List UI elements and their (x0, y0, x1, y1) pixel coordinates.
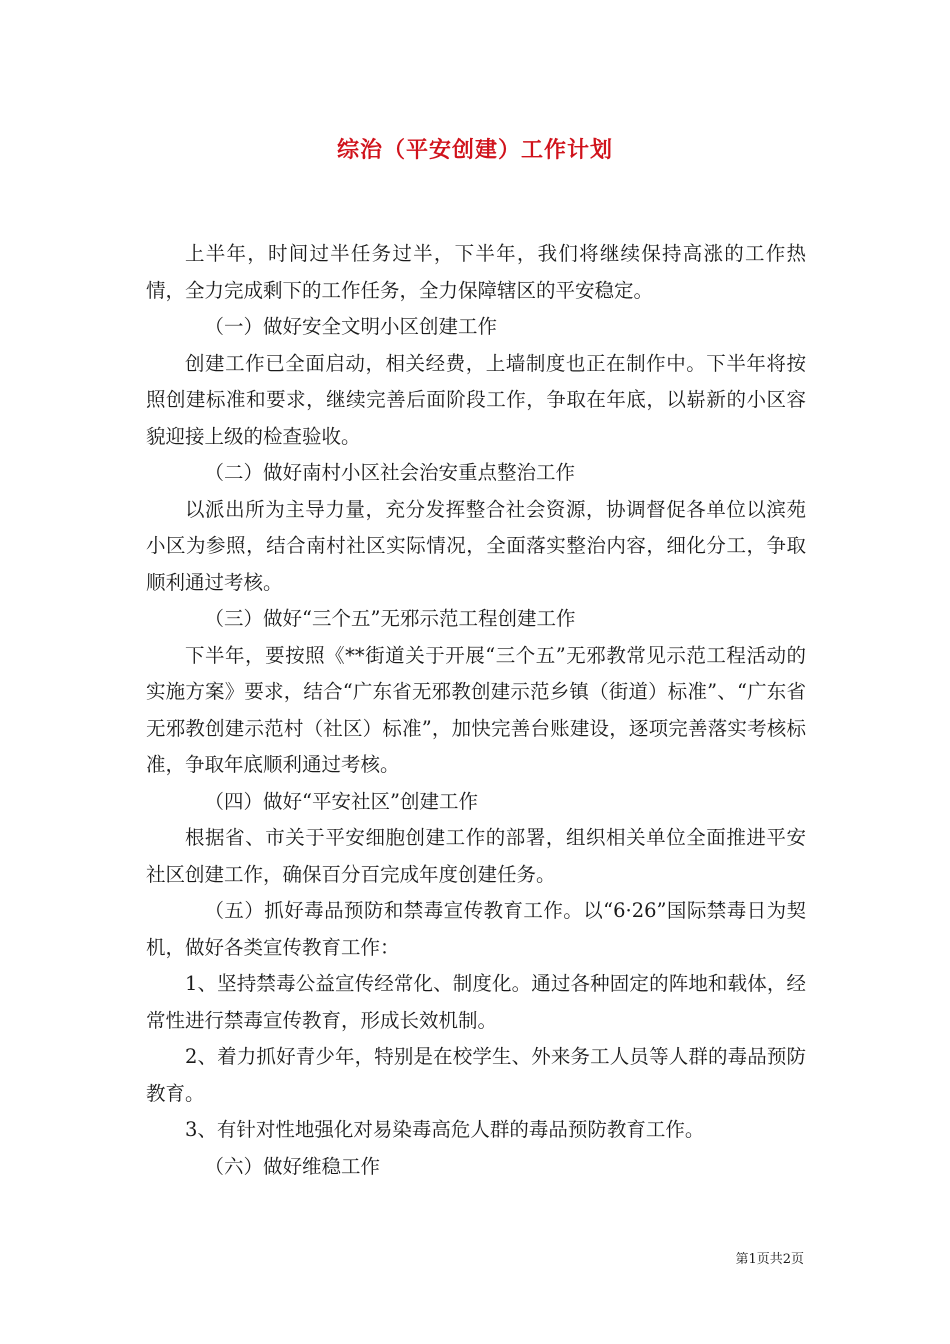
section-heading: （二）做好南村小区社会治安重点整治工作 (204, 461, 576, 484)
paragraph: 2、着力抓好青少年，特别是在校学生、外来务工人员等人群的毒品预防教育。 (146, 1045, 806, 1105)
paragraph: 下半年，要按照《**街道关于开展“三个五”无邪教常见示范工程活动的实施方案》要求，结合“广东省无邪教创建示范乡镇（街道）标准”、“广东省无邪教创建示范村（社区）标准”，加快完善台账建设，逐项完善落实考核标准，争取年底顺利通过考核。 (146, 643, 806, 776)
section-heading: （一）做好安全文明小区创建工作 (204, 315, 498, 338)
paragraph: 3、有针对性地强化对易染毒高危人群的毒品预防教育工作。 (185, 1118, 705, 1141)
document-body (146, 236, 806, 1185)
paragraph: 根据省、市关于平安细胞创建工作的部署，组织相关单位全面推进平安社区创建工作，确保百分百完成年度创建任务。 (146, 826, 806, 886)
paragraph: 以派出所为主导力量，充分发挥整合社会资源，协调督促各单位以滨苑小区为参照，结合南村社区实际情况，全面落实整治内容，细化分工，争取顺利通过考核。 (146, 497, 806, 594)
section-heading: （五）抓好毒品预防和禁毒宣传教育工作。以“6·26”国际禁毒日为契机，做好各类宣传教育工作： (146, 899, 806, 959)
section-heading: （六）做好维稳工作 (204, 1154, 381, 1178)
section-heading: （四）做好“平安社区”创建工作 (204, 789, 478, 813)
paragraph: 上半年，时间过半任务过半，下半年，我们将继续保持高涨的工作热情，全力完成剩下的工作任务，全力保障辖区的平安稳定。 (146, 242, 806, 302)
section-heading: （三）做好“三个五”无邪示范工程创建工作 (204, 607, 576, 630)
page-number: 第1页共2页 (735, 1252, 804, 1267)
paragraph: 1、坚持禁毒公益宣传经常化、制度化。通过各种固定的阵地和载体，经常性进行禁毒宣传教育，形成长效机制。 (146, 972, 806, 1032)
document-title: 综治（平安创建）工作计划 (336, 137, 613, 163)
paragraph: 创建工作已全面启动，相关经费，上墙制度也正在制作中。下半年将按照创建标准和要求，继续完善后面阶段工作，争取在年底，以崭新的小区容貌迎接上级的检查验收。 (146, 351, 806, 448)
